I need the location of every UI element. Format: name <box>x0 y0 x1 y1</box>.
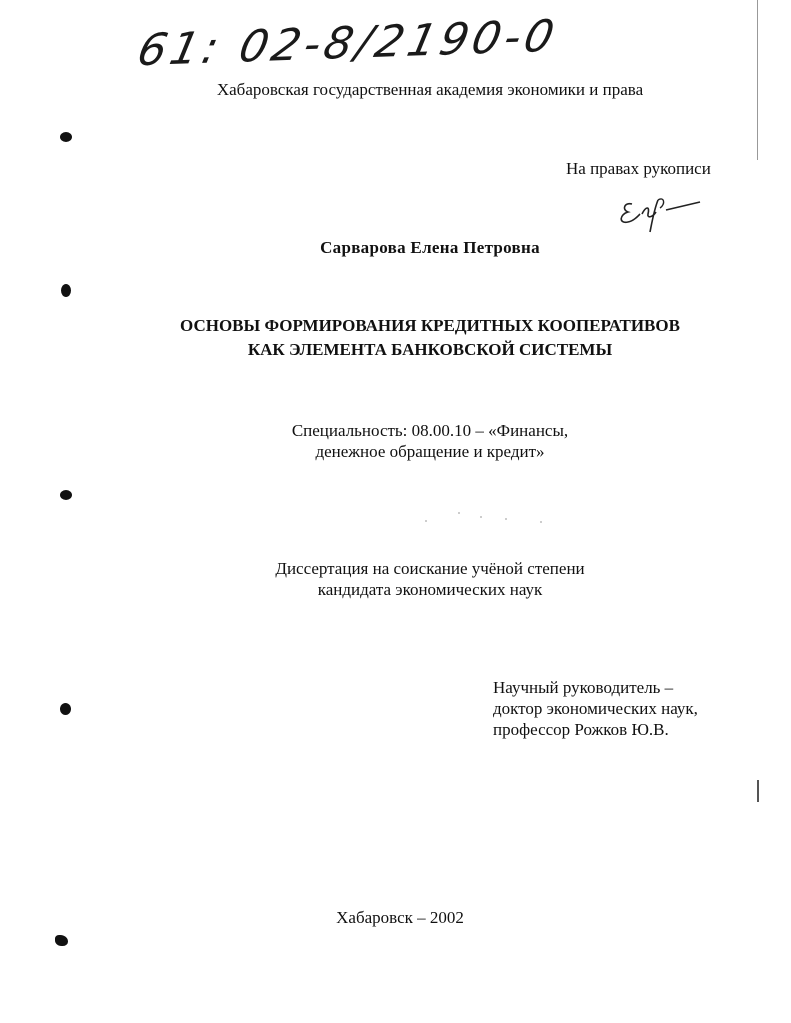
dissertation-title-line-1: ОСНОВЫ ФОРМИРОВАНИЯ КРЕДИТНЫХ КООПЕРАТИВОВ <box>180 316 680 335</box>
supervisor-line-3: профессор Рожков Ю.В. <box>493 720 669 739</box>
scan-hole-mark <box>60 703 71 715</box>
dissertation-title-line-2: КАК ЭЛЕМЕНТА БАНКОВСКОЙ СИСТЕМЫ <box>247 340 613 359</box>
scan-hole-mark <box>60 490 72 500</box>
scan-hole-mark <box>61 284 71 297</box>
supervisor-line-2: доктор экономических наук, <box>493 699 698 718</box>
author-name: Сарварова Елена Петровна <box>320 238 540 257</box>
scan-edge-line <box>757 0 758 160</box>
institution-name: Хабаровская государственная академия экономики и права <box>216 80 644 99</box>
specialty-line-2: денежное обращение и кредит» <box>315 442 545 461</box>
degree-line-1: Диссертация на соискание учёной степени <box>275 559 585 578</box>
scan-edge-line <box>757 780 759 802</box>
supervisor-line-1: Научный руководитель – <box>493 678 674 697</box>
scan-speck <box>505 518 507 520</box>
scan-speck <box>425 520 427 522</box>
manuscript-rights-note: На правах рукописи <box>566 159 711 178</box>
scan-hole-mark <box>55 935 68 946</box>
handwritten-catalog-number: 61: 02-8/2190-0 <box>132 10 563 77</box>
scan-speck <box>540 521 542 523</box>
scan-speck <box>458 512 460 514</box>
specialty-line-1: Специальность: 08.00.10 – «Финансы, <box>291 421 569 440</box>
city-and-year: Хабаровск – 2002 <box>336 908 464 927</box>
scan-hole-mark <box>60 132 72 142</box>
scan-speck <box>480 516 482 518</box>
degree-line-2: кандидата экономических наук <box>317 580 543 599</box>
author-signature <box>612 192 704 234</box>
